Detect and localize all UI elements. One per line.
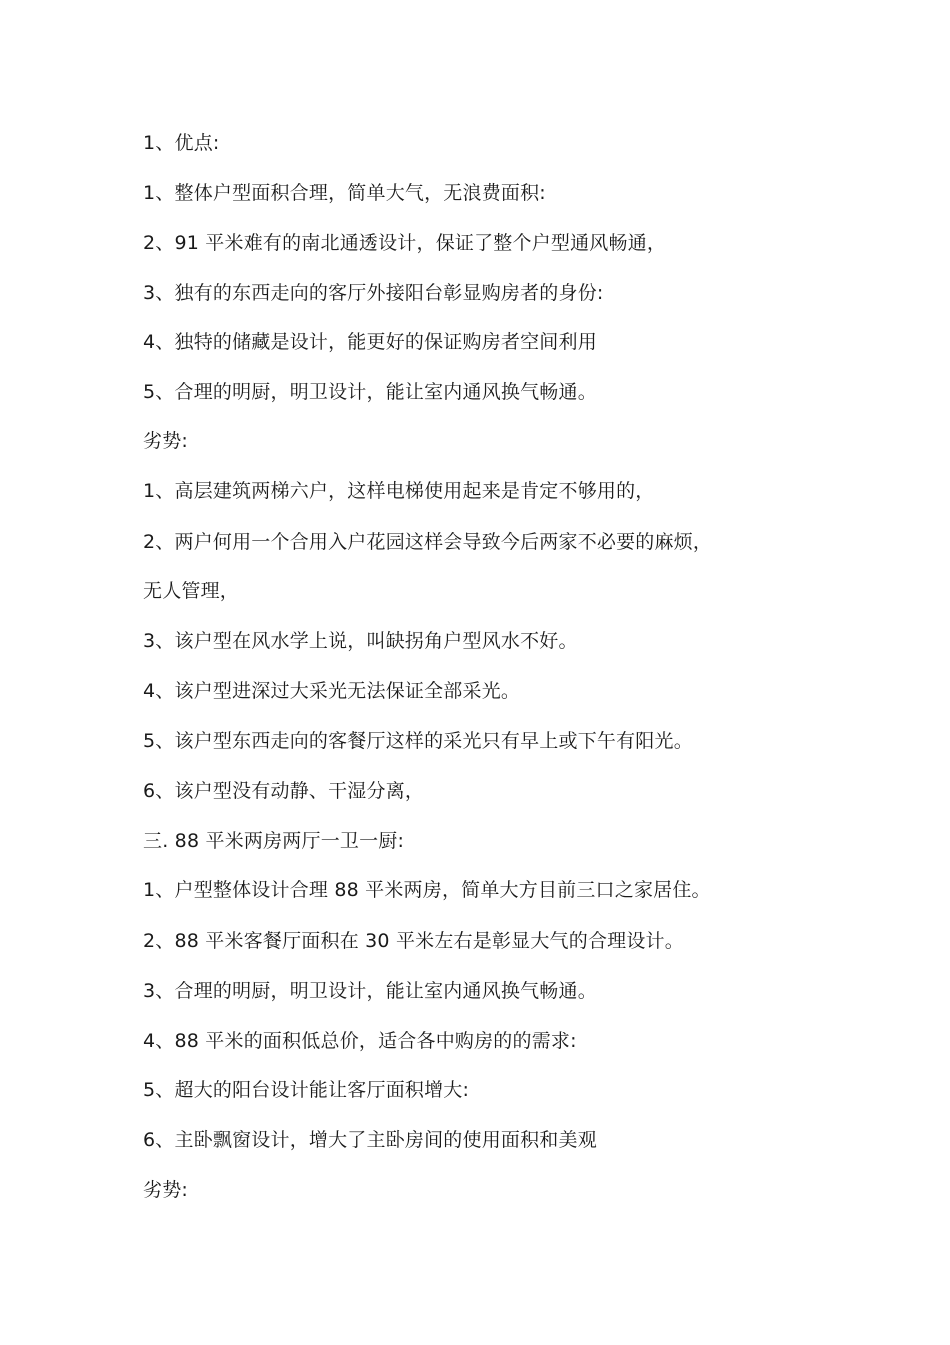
text-line: 5、超大的阳台设计能让客厅面积增大: [143, 1079, 470, 1101]
text-line: 1、高层建筑两梯六户，这样电梯使用起来是肯定不够用的， [143, 480, 655, 502]
section-heading: 三. 88 平米两房两厅一卫一厨: [143, 830, 405, 852]
text-line: 4、该户型进深过大采光无法保证全部采光。 [143, 680, 521, 702]
section-heading: 劣势: [143, 1179, 189, 1201]
text-line: 2、91 平米难有的南北通透设计，保证了整个户型通风畅通， [143, 232, 667, 254]
section-heading: 劣势: [143, 430, 189, 452]
text-line: 6、该户型没有动静、干湿分离， [143, 780, 425, 802]
text-line: 2、两户何用一个合用入户花园这样会导致今后两家不必要的麻烦， [143, 531, 713, 553]
text-line: 3、该户型在风水学上说，叫缺拐角户型风水不好。 [143, 630, 578, 652]
text-line: 1、整体户型面积合理，简单大气，无浪费面积: [143, 182, 546, 204]
text-line: 2、88 平米客餐厅面积在 30 平米左右是彰显大气的合理设计。 [143, 930, 684, 952]
text-line: 5、该户型东西走向的客餐厅这样的采光只有早上或下午有阳光。 [143, 730, 693, 752]
text-line: 无人管理， [143, 580, 240, 602]
text-line: 6、主卧飘窗设计，增大了主卧房间的使用面积和美观 [143, 1129, 597, 1151]
text-line: 1、优点: [143, 132, 220, 154]
text-line: 4、独特的储藏是设计，能更好的保证购房者空间利用 [143, 331, 597, 353]
text-line: 1、户型整体设计合理 88 平米两房，简单大方目前三口之家居住。 [143, 879, 711, 901]
text-line: 3、独有的东西走向的客厅外接阳台彰显购房者的身份: [143, 282, 604, 304]
text-line: 5、合理的明厨，明卫设计，能让室内通风换气畅通。 [143, 381, 597, 403]
text-line: 3、合理的明厨，明卫设计，能让室内通风换气畅通。 [143, 980, 597, 1002]
text-line: 4、88 平米的面积低总价，适合各中购房的的需求: [143, 1030, 577, 1052]
